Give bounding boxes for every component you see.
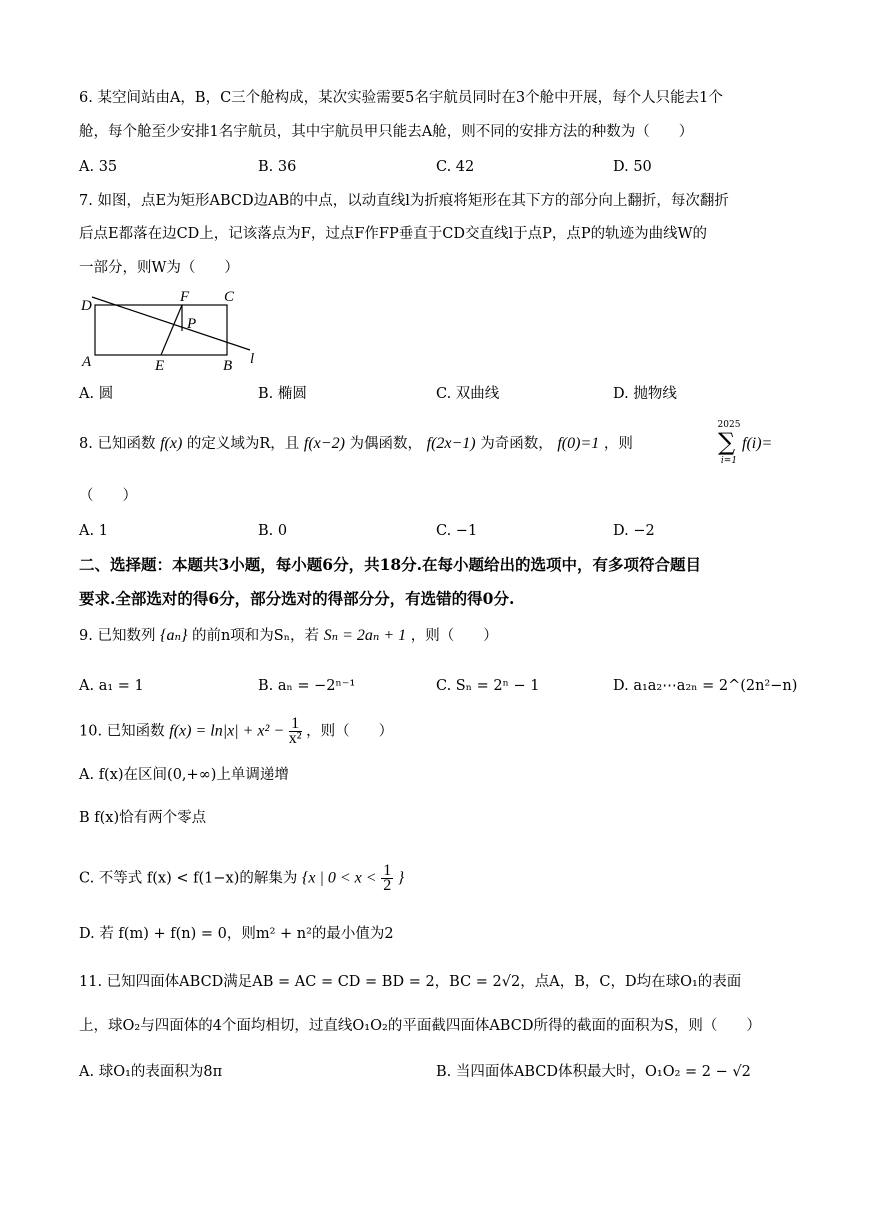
q8-fx: f(x) bbox=[160, 435, 183, 452]
q8-sum-body: f(i)= bbox=[742, 435, 773, 452]
section2-line2: 要求.全部选对的得6分，部分选对的得部分分，有选错的得0分. bbox=[79, 589, 515, 608]
q9-seq: {aₙ} bbox=[160, 627, 188, 644]
q7-line1: 7. 如图，点E为矩形ABCD边AB的中点，以动直线l为折痕将矩形在其下方的部分向上翻折，每次翻折 bbox=[79, 193, 729, 209]
label-f: F bbox=[180, 289, 190, 305]
q8-line2: （ ） bbox=[79, 488, 137, 504]
q9-text-a: 9. 已知数列 bbox=[79, 628, 156, 644]
q11-option-a: A. 球O₁的表面积为8π bbox=[79, 1064, 223, 1080]
q7-option-a: A. 圆 bbox=[79, 386, 114, 402]
q6-option-a: A. 35 bbox=[79, 159, 118, 175]
q10-option-a: A. f(x)在区间(0,+∞)上单调递增 bbox=[79, 767, 289, 783]
q6-option-d: D. 50 bbox=[613, 159, 652, 175]
q8-sum-sign: ∑ bbox=[718, 428, 736, 456]
q8-sum-top: 2025 bbox=[717, 420, 741, 430]
q9-text-b: 的前n项和为Sₙ，若 bbox=[191, 628, 319, 644]
q10-fraction bbox=[289, 717, 302, 746]
q7-line3: 一部分，则W为（ ） bbox=[79, 260, 239, 276]
q11-option-b: B. 当四面体ABCD体积最大时，O₁O₂ = 2 − √2 bbox=[436, 1064, 751, 1080]
q10-option-c bbox=[79, 864, 404, 893]
q10-text-a: 10. 已知函数 bbox=[79, 723, 165, 740]
q10-text-b: ，则（ ） bbox=[306, 723, 394, 740]
q7-line2: 后点E都落在边CD上，记该落点为F，过点F作FP垂直于CD交直线l于点P，点P的轨迹为曲线W的 bbox=[79, 226, 708, 242]
q7-option-c: C. 双曲线 bbox=[436, 386, 500, 402]
q10-option-b: B f(x)恰有两个零点 bbox=[79, 810, 207, 826]
q10-func: f(x) = ln|x| + x² − bbox=[169, 722, 285, 740]
q10-option-d: D. 若 f(m) + f(n) = 0，则m² + n²的最小值为2 bbox=[79, 926, 394, 942]
label-c: C bbox=[224, 289, 235, 305]
q8-option-c: C. −1 bbox=[436, 523, 478, 539]
q8-text-e: ，则 bbox=[603, 436, 633, 452]
q6-option-b: B. 36 bbox=[258, 159, 297, 175]
q9-text-c: ，则（ ） bbox=[410, 628, 498, 644]
q8-f-even: f(x−2) bbox=[303, 435, 345, 452]
q11-line1: 11. 已知四面体ABCD满足AB = AC = CD = BD = 2，BC = 2√2，点A，B，C，D均在球O₁的表面 bbox=[79, 974, 742, 990]
label-b: B bbox=[223, 358, 233, 374]
q10-option-c-num: 1 bbox=[383, 862, 392, 879]
q9-option-c: C. Sₙ = 2ⁿ − 1 bbox=[436, 678, 540, 694]
q10-option-c-den: 2 bbox=[383, 877, 392, 894]
q9-option-a: A. a₁ = 1 bbox=[79, 678, 144, 694]
q10-line1 bbox=[79, 717, 393, 746]
q8-text-c: 为偶函数， bbox=[349, 436, 423, 452]
section2-line1: 二、选择题：本题共3小题，每小题6分，共18分.在每小题给出的选项中，有多项符合题目 bbox=[79, 555, 702, 574]
q8-option-d: D. −2 bbox=[613, 523, 655, 539]
q9-option-b: B. aₙ = −2ⁿ⁻¹ bbox=[258, 678, 356, 694]
q9-option-d: D. a₁a₂⋯a₂ₙ = 2^(2n²−n) bbox=[613, 678, 798, 694]
label-p: P bbox=[187, 316, 197, 332]
q7-option-d: D. 抛物线 bbox=[613, 386, 677, 402]
q8-line1 bbox=[79, 434, 633, 454]
q10-option-c-fraction bbox=[381, 864, 393, 893]
q7-figure bbox=[78, 286, 268, 378]
q8-text-d: 为奇函数， bbox=[480, 436, 553, 452]
q6-option-c: C. 42 bbox=[436, 159, 475, 175]
q9-line1 bbox=[79, 626, 498, 646]
q8-text-a: 8. 已知函数 bbox=[79, 436, 156, 452]
q8-option-b: B. 0 bbox=[258, 523, 288, 539]
q6-line2: 舱，每个舱至少安排1名宇航员，其中宇航员甲只能去A舱，则不同的安排方法的种数为（ ） bbox=[79, 124, 694, 140]
q8-text-b: 的定义域为R，且 bbox=[186, 436, 300, 452]
q10-frac-den: x² bbox=[288, 730, 302, 747]
q8-option-a: A. 1 bbox=[79, 523, 108, 539]
q9-cond: Sₙ = 2aₙ + 1 bbox=[323, 627, 407, 644]
q10-option-c-end: } bbox=[397, 869, 405, 887]
q6-line1: 6. 某空间站由A，B，C三个舱构成，某次实验需要5名宇航员同时在3个舱中开展，每个人只能去1个 bbox=[79, 90, 723, 106]
label-e: E bbox=[155, 358, 165, 374]
label-a: A bbox=[82, 354, 92, 370]
label-d: D bbox=[81, 298, 92, 314]
q10-frac-num: 1 bbox=[289, 717, 302, 732]
q8-f0: f(0)=1 bbox=[557, 435, 600, 452]
q10-option-c-text: C. 不等式 f(x) < f(1−x)的解集为 bbox=[79, 870, 298, 887]
q8-f-odd: f(2x−1) bbox=[426, 435, 476, 452]
q8-sum-bottom: i=1 bbox=[720, 456, 738, 466]
q11-line2: 上，球O₂与四面体的4个面均相切，过直线O₁O₂的平面截四面体ABCD所得的截面的面积为S，则（ ） bbox=[79, 1018, 761, 1034]
q10-option-c-set: {x | 0 < x < bbox=[301, 869, 377, 887]
q7-option-b: B. 椭圆 bbox=[258, 386, 307, 402]
label-l: l bbox=[250, 351, 255, 367]
